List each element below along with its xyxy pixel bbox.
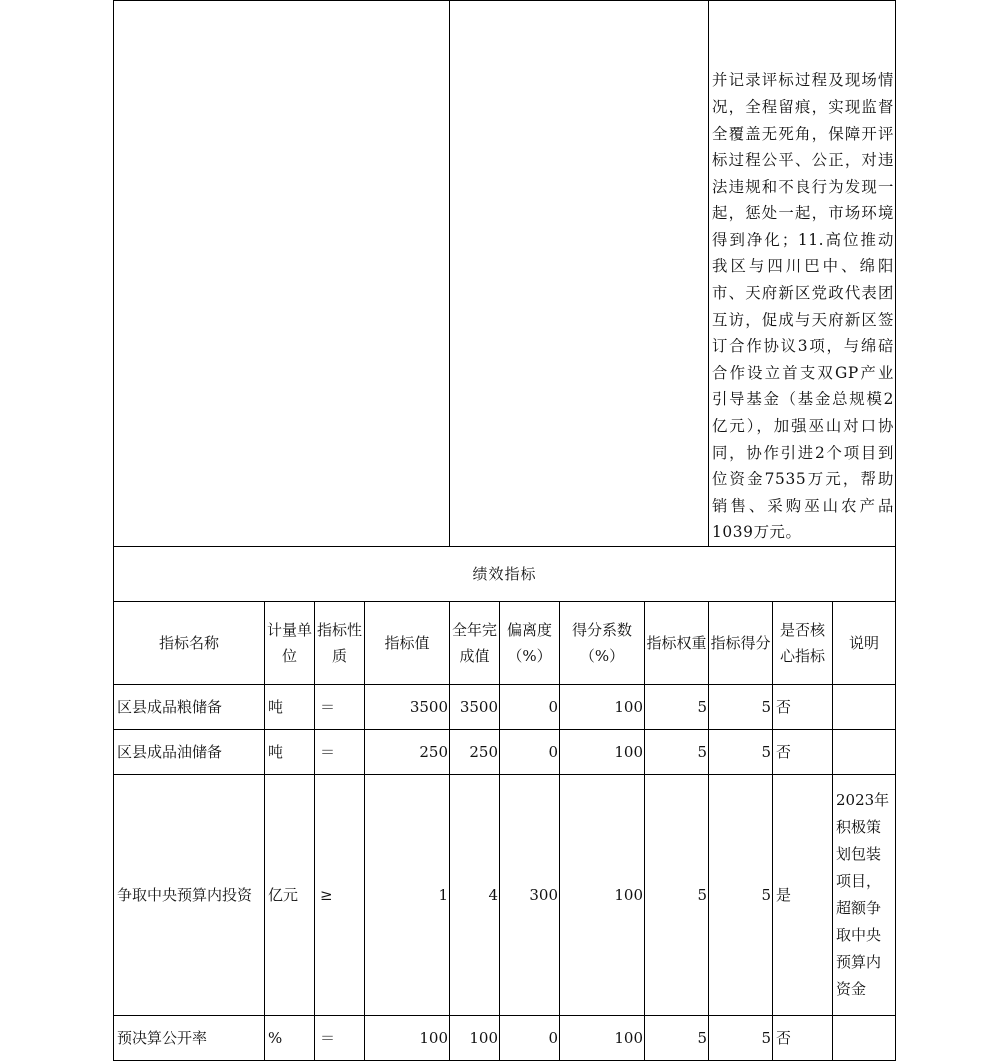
row-score: 5 <box>709 1016 773 1061</box>
row-unit: % <box>265 1016 315 1061</box>
row-nature: ＝ <box>315 685 365 730</box>
row-actual: 100 <box>450 1016 500 1061</box>
table-row <box>114 1016 896 1061</box>
narrative-text: 并记录评标过程及现场情况，全程留痕，实现监督全覆盖无死角，保障开评标过程公平、公正，对违法违规和不良行为发现一起，惩处一起，市场环境得到净化；11.高位推动我区与四川巴中、绵阳市、天府新区党政代表团互访，促成与天府新区签订合作协议3项，与绵碚合作设立首支双GP产业引导基金（基金总规模2亿元），加强巫山对口协同，协作引进2个项目到位资金7535万元，帮助销售、采购巫山农产品1039万元。 <box>709 1 896 547</box>
section-title: 绩效指标 <box>114 547 896 602</box>
row-actual: 250 <box>450 730 500 775</box>
row-name: 争取中央预算内投资 <box>114 775 265 1016</box>
row-note <box>833 730 896 775</box>
row-deviation: 0 <box>500 1016 560 1061</box>
header-name: 指标名称 <box>114 602 265 685</box>
header-weight: 指标权重 <box>645 602 709 685</box>
row-nature: ＝ <box>315 730 365 775</box>
table-row <box>114 775 896 1016</box>
row-deviation: 0 <box>500 730 560 775</box>
row-weight: 5 <box>645 775 709 1016</box>
row-name: 区县成品油储备 <box>114 730 265 775</box>
header-row <box>114 602 896 685</box>
blank-cell <box>450 1 709 547</box>
row-weight: 5 <box>645 685 709 730</box>
row-note: 2023年积极策划包装项目，超额争取中央预算内资金 <box>833 775 896 1016</box>
row-target: 100 <box>365 1016 450 1061</box>
row-name: 预决算公开率 <box>114 1016 265 1061</box>
row-weight: 5 <box>645 1016 709 1061</box>
row-unit: 亿元 <box>265 775 315 1016</box>
row-weight: 5 <box>645 730 709 775</box>
row-note <box>833 1016 896 1061</box>
header-target: 指标值 <box>365 602 450 685</box>
row-score: 5 <box>709 685 773 730</box>
table-row <box>114 730 896 775</box>
header-core: 是否核心指标 <box>773 602 833 685</box>
row-coef: 100 <box>560 775 645 1016</box>
header-actual: 全年完成值 <box>450 602 500 685</box>
blank-cell <box>114 1 450 547</box>
section-row <box>114 547 896 602</box>
row-coef: 100 <box>560 730 645 775</box>
header-unit: 计量单位 <box>265 602 315 685</box>
header-note: 说明 <box>833 602 896 685</box>
row-note <box>833 685 896 730</box>
row-coef: 100 <box>560 685 645 730</box>
row-target: 3500 <box>365 685 450 730</box>
table-row <box>114 685 896 730</box>
row-target: 1 <box>365 775 450 1016</box>
row-name: 区县成品粮储备 <box>114 685 265 730</box>
header-score: 指标得分 <box>709 602 773 685</box>
row-core: 否 <box>773 1016 833 1061</box>
row-unit: 吨 <box>265 730 315 775</box>
performance-table <box>113 0 896 1061</box>
row-core: 否 <box>773 730 833 775</box>
narrative-row <box>114 1 896 547</box>
row-deviation: 300 <box>500 775 560 1016</box>
row-deviation: 0 <box>500 685 560 730</box>
row-unit: 吨 <box>265 685 315 730</box>
header-coef: 得分系数（%） <box>560 602 645 685</box>
row-score: 5 <box>709 775 773 1016</box>
row-nature: ≥ <box>315 775 365 1016</box>
row-actual: 4 <box>450 775 500 1016</box>
row-core: 否 <box>773 685 833 730</box>
row-coef: 100 <box>560 1016 645 1061</box>
row-core: 是 <box>773 775 833 1016</box>
header-deviation: 偏离度（%） <box>500 602 560 685</box>
row-actual: 3500 <box>450 685 500 730</box>
header-nature: 指标性质 <box>315 602 365 685</box>
row-nature: ＝ <box>315 1016 365 1061</box>
row-score: 5 <box>709 730 773 775</box>
row-target: 250 <box>365 730 450 775</box>
